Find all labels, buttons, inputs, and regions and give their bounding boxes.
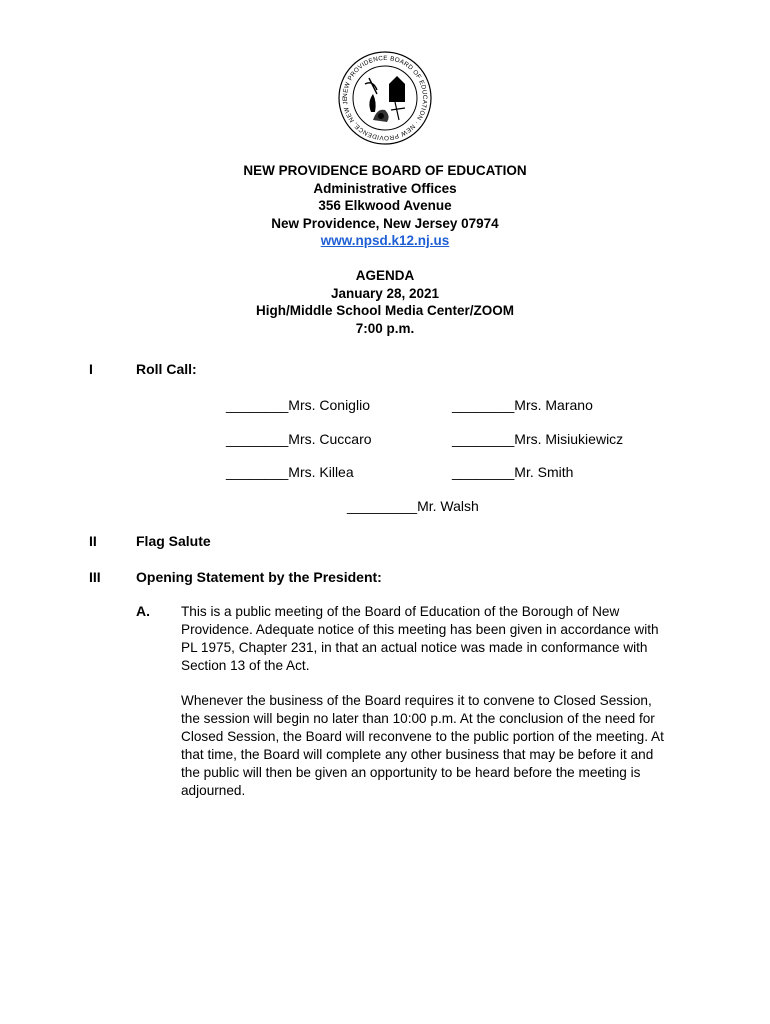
item-letter: A. <box>136 603 150 619</box>
meeting-location: High/Middle School Media Center/ZOOM <box>255 303 514 318</box>
roll-call-member: ________Mrs. Marano <box>452 397 593 413</box>
section-title-opening-statement: Opening Statement by the President: <box>136 569 382 585</box>
paragraph-line: adjourned. <box>181 783 246 798</box>
seal-graphic <box>337 50 433 146</box>
paragraph-line: the public will then be given an opportunity to be heard before the meeting is <box>181 765 641 780</box>
section-number: III <box>89 569 101 585</box>
roll-call-member: ________Mrs. Misiukiewicz <box>452 431 624 447</box>
paragraph-line: PL 1975, Chapter 231, in that an actual notice was made in conformance with <box>181 640 648 655</box>
statement-paragraph-1 <box>181 603 681 675</box>
meeting-date: January 28, 2021 <box>330 285 440 301</box>
section-number: I <box>89 361 93 377</box>
agenda-heading <box>0 267 770 337</box>
board-seal-logo <box>337 50 433 146</box>
meeting-time: 7:00 p.m. <box>355 320 415 336</box>
paragraph-line: Closed Session, the Board will reconvene to the public portion of the meeting. At <box>181 729 664 744</box>
section-number: II <box>89 533 97 549</box>
paragraph-line: This is a public meeting of the Board of Education of the Borough of New <box>181 604 620 619</box>
roll-call-member: ________Mr. Smith <box>452 464 574 480</box>
paragraph-line: Section 13 of the Act. <box>181 658 310 673</box>
letterhead <box>0 162 770 250</box>
paragraph-line: that time, the Board will complete any other business that may be before it and <box>181 747 654 762</box>
organization-name: NEW PROVIDENCE BOARD OF EDUCATION <box>243 163 527 178</box>
section-title-roll-call: Roll Call: <box>136 361 197 377</box>
agenda-title: AGENDA <box>355 268 415 283</box>
svg-text:NEW PROVIDENCE BOARD OF EDUCAT <box>337 50 428 141</box>
roll-call-member: ________Mrs. Coniglio <box>226 397 370 413</box>
paragraph-line: Providence. Adequate notice of this meeting has been given in accordance with <box>181 622 659 637</box>
city-address: New Providence, New Jersey 07974 <box>271 215 499 231</box>
roll-call-member: _________Mr. Walsh <box>347 498 479 514</box>
street-address: 356 Elkwood Avenue <box>318 198 452 213</box>
paragraph-line: Whenever the business of the Board requires it to convene to Closed Session, <box>181 693 652 708</box>
section-title-flag-salute: Flag Salute <box>136 533 211 549</box>
seal-ring-text: NEW PROVIDENCE BOARD OF EDUCATION · NEW PROVIDENCE, NEW JE <box>341 54 429 142</box>
roll-call-member: ________Mrs. Cuccaro <box>226 431 372 447</box>
statement-paragraph-2 <box>181 692 681 800</box>
paragraph-line: the session will begin no later than 10:00 p.m. At the conclusion of the need for <box>181 711 655 726</box>
website-link[interactable]: www.npsd.k12.nj.us <box>320 233 450 248</box>
roll-call-member: ________Mrs. Killea <box>226 464 354 480</box>
office-name: Administrative Offices <box>313 180 457 196</box>
